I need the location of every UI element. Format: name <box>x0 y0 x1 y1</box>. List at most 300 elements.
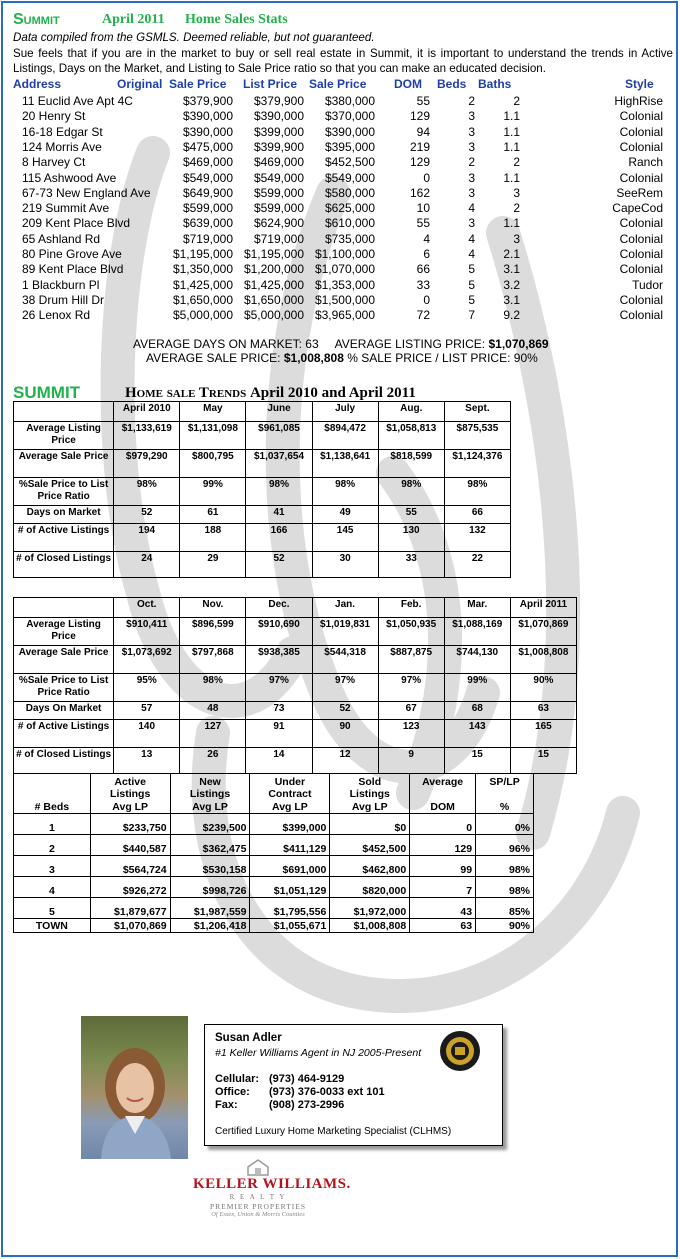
trend-cell: 145 <box>312 524 378 552</box>
listing-row <box>3 125 679 140</box>
listing-original: $719,000 <box>182 231 233 246</box>
trend-table-2010 <box>13 401 511 578</box>
listing-original: $1,350,000 <box>172 262 233 277</box>
listing-address: 124 Morris Ave <box>22 139 102 154</box>
col-sale-price: Sale Price <box>309 77 367 91</box>
listing-row <box>3 216 679 231</box>
beds-cell: 129 <box>410 835 476 856</box>
trend-cell: 91 <box>246 720 312 748</box>
listing-original: $475,000 <box>182 139 233 154</box>
listing-original: $1,425,000 <box>172 277 233 292</box>
trend-cell: 188 <box>180 524 246 552</box>
trend-cell: 22 <box>444 552 510 578</box>
listing-sale: $3,965,000 <box>314 308 375 323</box>
listing-original: $469,000 <box>182 155 233 170</box>
trend-cell: 97% <box>246 674 312 702</box>
beds-row <box>14 877 534 898</box>
listing-original: $5,000,000 <box>172 308 233 323</box>
listing-dom: 72 <box>416 308 430 323</box>
trend-cell: 97% <box>312 674 378 702</box>
beds-header-cell <box>170 774 250 814</box>
trend-row <box>14 702 577 720</box>
listing-original: $599,000 <box>182 201 233 216</box>
listing-baths: 1.1 <box>503 109 520 124</box>
listing-beds: 2 <box>468 155 475 170</box>
trend-row <box>14 552 511 578</box>
beds-cell: 0% <box>476 814 534 835</box>
listing-beds: 4 <box>468 231 475 246</box>
listing-beds: 3 <box>468 109 475 124</box>
listing-dom: 10 <box>416 201 430 216</box>
trend-row-label: %Sale Price to List Price Ratio <box>14 674 114 702</box>
trend-row <box>14 422 511 450</box>
trend-cell: 132 <box>444 524 510 552</box>
listing-row <box>3 293 679 308</box>
listing-baths: 2 <box>513 155 520 170</box>
listing-address: 38 Drum Hill Dr <box>22 292 105 307</box>
trend-cell: 98% <box>114 478 180 506</box>
listing-sale: $549,000 <box>324 170 375 185</box>
trend-cell: $887,875 <box>378 646 444 674</box>
col-style: Style <box>625 77 654 91</box>
trend-month-header: Mar. <box>444 598 510 618</box>
beds-header-cell <box>476 774 534 814</box>
beds-header-mid: Listings <box>349 788 390 800</box>
trend-cell: 90% <box>510 674 576 702</box>
trend-cell: 13 <box>114 748 180 774</box>
listing-list: $599,000 <box>253 185 304 200</box>
avg-sale-value: $1,008,808 <box>283 351 344 365</box>
listing-sale: $610,000 <box>324 216 375 231</box>
trend-cell: $1,131,098 <box>180 422 246 450</box>
avg-dom-label: AVERAGE DAYS ON MARKET: <box>133 337 302 351</box>
trend-month-header: Feb. <box>378 598 444 618</box>
trend-month-header: July <box>312 402 378 422</box>
trend-cell: $896,599 <box>180 618 246 646</box>
trends-title-rest: April 2010 and April 2011 <box>249 385 416 401</box>
beds-cell: $691,000 <box>250 856 330 877</box>
trend-cell: 9 <box>378 748 444 774</box>
trend-cell: $910,411 <box>114 618 180 646</box>
listing-row <box>3 140 679 155</box>
listing-dom: 6 <box>423 247 430 261</box>
listing-sale: $580,000 <box>324 185 375 200</box>
trend-cell: 55 <box>378 506 444 524</box>
listing-list: $719,000 <box>253 231 304 246</box>
trends-title <box>125 385 416 402</box>
listing-sale: $395,000 <box>324 139 375 154</box>
trend-cell: $1,070,869 <box>510 618 576 646</box>
listing-list: $1,195,000 <box>243 247 304 261</box>
listing-sale: $1,100,000 <box>314 247 375 261</box>
beds-header-cell <box>14 774 91 814</box>
trend-cell: $1,138,641 <box>312 450 378 478</box>
house-icon <box>246 1158 270 1176</box>
beds-header-bot: Avg LP <box>351 800 388 813</box>
avg-sale-label: AVERAGE SALE PRICE: <box>146 351 281 365</box>
listing-address: 8 Harvey Ct <box>22 155 86 170</box>
trend-header-blank <box>14 598 114 618</box>
beds-cell: $233,750 <box>90 814 170 835</box>
listing-beds: 2 <box>468 94 475 108</box>
avg-ratio-value: 90% <box>513 351 538 365</box>
beds-count: TOWN <box>14 919 91 933</box>
listing-list: $379,900 <box>253 94 304 108</box>
trend-cell: 24 <box>114 552 180 578</box>
beds-row <box>14 814 534 835</box>
listing-sale: $625,000 <box>324 201 375 216</box>
trend-cell: $818,599 <box>378 450 444 478</box>
col-address: Address <box>13 77 62 91</box>
fax-number[interactable]: (908) 273-2996 <box>269 1099 345 1111</box>
beds-cell: 90% <box>476 919 534 933</box>
beds-header-top <box>17 776 87 789</box>
trend-cell: 127 <box>180 720 246 748</box>
beds-header-bot: Avg LP <box>112 800 149 813</box>
beds-cell: $998,726 <box>170 877 250 898</box>
avg-dom-value: 63 <box>305 337 319 351</box>
trend-cell: $1,008,808 <box>510 646 576 674</box>
beds-cell: 63 <box>410 919 476 933</box>
listing-style: Colonial <box>619 262 663 277</box>
listing-dom: 129 <box>409 155 430 170</box>
beds-cell: $530,158 <box>170 856 250 877</box>
agent-tagline: #1 Keller Williams Agent in NJ 2005-Present <box>215 1047 422 1059</box>
trend-cell: $875,535 <box>444 422 510 450</box>
listing-original: $1,195,000 <box>172 247 233 261</box>
listing-style: Colonial <box>619 247 663 261</box>
office-number[interactable]: (973) 376-0033 ext 101 <box>269 1086 385 1098</box>
beds-cell: 0 <box>410 814 476 835</box>
beds-cell: $1,206,418 <box>170 919 250 933</box>
avg-ratio-label: % SALE PRICE / LIST PRICE: <box>347 351 511 365</box>
trend-cell: $800,795 <box>180 450 246 478</box>
listing-baths: 3.2 <box>503 277 520 292</box>
trend-row <box>14 618 577 646</box>
col-list-price: List Price <box>243 77 298 91</box>
beds-row <box>14 856 534 877</box>
logo-realty: R E A L T Y <box>229 1193 287 1201</box>
listing-dom: 4 <box>423 231 430 246</box>
listing-dom: 55 <box>416 94 430 108</box>
header-month: April 2011 <box>102 12 165 27</box>
listing-address: 209 Kent Place Blvd <box>22 216 131 231</box>
beds-header-bot: Avg LP <box>272 800 308 813</box>
listing-style: Colonial <box>619 170 663 185</box>
beds-cell: $1,070,869 <box>90 919 170 933</box>
header-subtitle: Home Sales Stats <box>185 12 288 27</box>
listing-address: 26 Lenox Rd <box>22 308 91 323</box>
trend-cell: 99% <box>444 674 510 702</box>
listing-row <box>3 171 679 186</box>
beds-cell: $1,051,129 <box>250 877 330 898</box>
listing-row <box>3 232 679 247</box>
beds-header-top: Average <box>422 775 464 788</box>
listing-style: CapeCod <box>612 201 663 216</box>
listing-list: $399,000 <box>253 124 304 139</box>
listing-address: 16-18 Edgar St <box>22 124 103 139</box>
trend-month-header: Aug. <box>378 402 444 422</box>
trend-cell: 95% <box>114 674 180 702</box>
listing-dom: 0 <box>423 292 430 307</box>
trend-cell: 57 <box>114 702 180 720</box>
listing-style: Ranch <box>628 155 663 170</box>
trend-cell: 98% <box>444 478 510 506</box>
listing-address: 65 Ashland Rd <box>22 231 101 246</box>
trend-month-header: Sept. <box>444 402 510 422</box>
trend-cell: $938,385 <box>246 646 312 674</box>
trend-table-2011 <box>13 597 577 774</box>
trend-cell: 140 <box>114 720 180 748</box>
trend-cell: $979,290 <box>114 450 180 478</box>
listing-row <box>3 109 679 124</box>
listing-style: SeeRem <box>616 185 663 200</box>
listing-beds: 5 <box>468 292 475 307</box>
intro-paragraph: Sue feels that if you are in the market to buy or sell real estate in Summit, it is important to understand the trends in Active Listings, Days on the Market, and Listing to Sale Price ratio so that you can make an educated decision. <box>13 47 673 75</box>
listing-dom: 219 <box>409 139 430 154</box>
trend-row <box>14 450 511 478</box>
col-original: Original <box>117 77 163 91</box>
beds-header-top: Active <box>114 775 146 788</box>
beds-header-cell <box>330 774 410 814</box>
avg-dom-line <box>133 337 549 351</box>
trend-cell: 90 <box>312 720 378 748</box>
beds-cell: $452,500 <box>330 835 410 856</box>
trend-row-label: Average Listing Price <box>14 422 114 450</box>
trend-cell: 63 <box>510 702 576 720</box>
trend-row-label: Average Listing Price <box>14 618 114 646</box>
trend-cell: 66 <box>444 506 510 524</box>
beds-header-bot: Avg LP <box>192 800 228 813</box>
trend-row-label: %Sale Price to List Price Ratio <box>14 478 114 506</box>
trend-month-header: Jan. <box>312 598 378 618</box>
trend-cell: $910,690 <box>246 618 312 646</box>
trend-cell: 73 <box>246 702 312 720</box>
beds-cell: $1,972,000 <box>330 898 410 919</box>
trend-cell: 97% <box>378 674 444 702</box>
beds-count: 2 <box>14 835 91 856</box>
listing-sale: $370,000 <box>324 109 375 124</box>
trend-row-label: # of Closed Listings <box>14 748 114 774</box>
trend-cell: $961,085 <box>246 422 312 450</box>
trend-cell: 29 <box>180 552 246 578</box>
listing-list: $390,000 <box>253 109 304 124</box>
cell-number[interactable]: (973) 464-9129 <box>269 1073 345 1085</box>
listing-address: 89 Kent Place Blvd <box>22 262 124 277</box>
listing-dom: 162 <box>409 185 430 200</box>
beds-count: 4 <box>14 877 91 898</box>
beds-cell: $239,500 <box>170 814 250 835</box>
trend-cell: 61 <box>180 506 246 524</box>
trend-cell: 52 <box>114 506 180 524</box>
agent-name: Susan Adler <box>215 1032 282 1044</box>
trend-month-header: April 2011 <box>510 598 576 618</box>
trend-row-label: Days On Market <box>14 702 114 720</box>
trend-month-header: Oct. <box>114 598 180 618</box>
trend-cell: $1,073,692 <box>114 646 180 674</box>
trend-cell: $894,472 <box>312 422 378 450</box>
listing-original: $390,000 <box>182 109 233 124</box>
agent-certification: Certified Luxury Home Marketing Specialist (CLHMS) <box>215 1126 452 1137</box>
listing-style: Tudor <box>632 277 663 292</box>
logo-name: KELLER WILLIAMS. <box>193 1176 351 1192</box>
listing-row <box>3 186 679 201</box>
listing-original: $649,900 <box>182 185 233 200</box>
beds-cell: 43 <box>410 898 476 919</box>
trend-row-label: Average Sale Price <box>14 450 114 478</box>
trend-cell: $744,130 <box>444 646 510 674</box>
listing-style: Colonial <box>619 216 663 231</box>
trend-cell: $1,124,376 <box>444 450 510 478</box>
listing-dom: 66 <box>416 262 430 277</box>
listing-baths: 1.1 <box>503 216 520 231</box>
header-summit: Summit <box>13 11 60 28</box>
listing-sale: $390,000 <box>324 124 375 139</box>
trend-cell: 30 <box>312 552 378 578</box>
listing-beds: 4 <box>468 201 475 216</box>
listing-row <box>3 247 679 262</box>
trend-header-blank <box>14 402 114 422</box>
trend-cell: 98% <box>312 478 378 506</box>
listing-dom: 55 <box>416 216 430 231</box>
col-dom: DOM <box>394 77 422 91</box>
listing-sale: $380,000 <box>324 94 375 108</box>
listing-baths: 3.1 <box>503 292 520 307</box>
beds-cell: $1,008,808 <box>330 919 410 933</box>
trends-brand: SUMMIT <box>13 383 81 402</box>
listing-style: Colonial <box>619 109 663 124</box>
beds-row <box>14 919 534 933</box>
listing-sale: $1,070,000 <box>314 262 375 277</box>
listing-list: $399,900 <box>253 139 304 154</box>
trend-row <box>14 524 511 552</box>
listing-style: Colonial <box>619 292 663 307</box>
trend-row-label: # of Active Listings <box>14 720 114 748</box>
trend-cell: 98% <box>246 478 312 506</box>
trend-cell: $544,318 <box>312 646 378 674</box>
listing-baths: 3 <box>513 231 520 246</box>
listing-beds: 3 <box>468 124 475 139</box>
listing-baths: 1.1 <box>503 139 520 154</box>
listing-list: $1,650,000 <box>243 292 304 307</box>
listing-list: $624,900 <box>253 216 304 231</box>
listing-list: $549,000 <box>253 170 304 185</box>
beds-cell: $926,272 <box>90 877 170 898</box>
listing-list: $469,000 <box>253 155 304 170</box>
col-baths: Baths <box>478 77 512 91</box>
beds-cell: $1,795,556 <box>250 898 330 919</box>
listing-beds: 3 <box>468 170 475 185</box>
trend-cell: $1,133,619 <box>114 422 180 450</box>
listing-style: HighRise <box>614 94 663 108</box>
beds-table <box>13 773 534 933</box>
beds-cell: $0 <box>330 814 410 835</box>
trend-header-row <box>14 402 511 422</box>
listing-style: Colonial <box>619 124 663 139</box>
beds-cell: $399,000 <box>250 814 330 835</box>
listing-address: 115 Ashwood Ave <box>22 170 117 185</box>
trend-cell: 67 <box>378 702 444 720</box>
fax-label: Fax: <box>215 1099 238 1111</box>
beds-cell: 96% <box>476 835 534 856</box>
listing-original: $390,000 <box>182 124 233 139</box>
trend-header-row <box>14 598 577 618</box>
beds-cell: $362,475 <box>170 835 250 856</box>
avg-sale-line <box>146 351 538 365</box>
listing-sale: $1,500,000 <box>314 292 375 307</box>
listing-style: Colonial <box>619 231 663 246</box>
source-note: Data compiled from the GSMLS. Deemed reliable, but not guaranteed. <box>13 31 375 44</box>
beds-header-cell <box>90 774 170 814</box>
trend-cell: 68 <box>444 702 510 720</box>
listing-address: 20 Henry St <box>22 109 86 124</box>
listing-beds: 5 <box>468 262 475 277</box>
beds-header-top: Sold <box>358 775 382 788</box>
listing-dom: 129 <box>409 109 430 124</box>
trend-cell: $1,019,831 <box>312 618 378 646</box>
listing-row <box>3 278 679 293</box>
page-frame <box>1 1 678 1257</box>
beds-cell: $411,129 <box>250 835 330 856</box>
beds-header-bot: # Beds <box>34 800 70 813</box>
listing-beds: 7 <box>468 308 475 323</box>
listing-beds: 3 <box>468 185 475 200</box>
listing-baths: 3 <box>513 185 520 200</box>
listing-baths: 1.1 <box>503 124 520 139</box>
beds-count: 3 <box>14 856 91 877</box>
trend-month-header: May <box>180 402 246 422</box>
trend-row <box>14 506 511 524</box>
trend-cell: 26 <box>180 748 246 774</box>
trend-row-label: Days on Market <box>14 506 114 524</box>
agent-photo <box>81 1016 188 1159</box>
beds-cell: 7 <box>410 877 476 898</box>
logo-premier: PREMIER PROPERTIES <box>209 1202 307 1211</box>
beds-header-cell <box>410 774 476 814</box>
trend-cell: 143 <box>444 720 510 748</box>
listing-original: $1,650,000 <box>172 292 233 307</box>
listing-row <box>3 94 679 109</box>
trend-cell: 130 <box>378 524 444 552</box>
listing-baths: 3.1 <box>503 262 520 277</box>
trend-cell: 52 <box>312 702 378 720</box>
listing-beds: 3 <box>468 139 475 154</box>
trend-cell: 98% <box>180 674 246 702</box>
beds-header-bot: % <box>499 800 510 813</box>
beds-count: 1 <box>14 814 91 835</box>
beds-row <box>14 898 534 919</box>
beds-cell: $820,000 <box>330 877 410 898</box>
listing-original: $639,000 <box>182 216 233 231</box>
trend-cell: 194 <box>114 524 180 552</box>
listing-original: $379,900 <box>182 94 233 108</box>
listing-beds: 3 <box>468 216 475 231</box>
listing-list: $1,200,000 <box>243 262 304 277</box>
trend-row <box>14 646 577 674</box>
trend-cell: $1,058,813 <box>378 422 444 450</box>
beds-header-mid <box>17 788 87 801</box>
listing-row <box>3 308 679 323</box>
beds-row <box>14 835 534 856</box>
listing-dom: 0 <box>423 170 430 185</box>
beds-header-cell <box>250 774 330 814</box>
listing-list: $1,425,000 <box>243 277 304 292</box>
beds-cell: $440,587 <box>90 835 170 856</box>
trend-cell: 33 <box>378 552 444 578</box>
logo-counties: Of Essex, Union & Morris Counties <box>211 1211 305 1218</box>
trends-title-sc: Home sale Trends <box>125 385 247 401</box>
beds-cell: $1,879,677 <box>90 898 170 919</box>
